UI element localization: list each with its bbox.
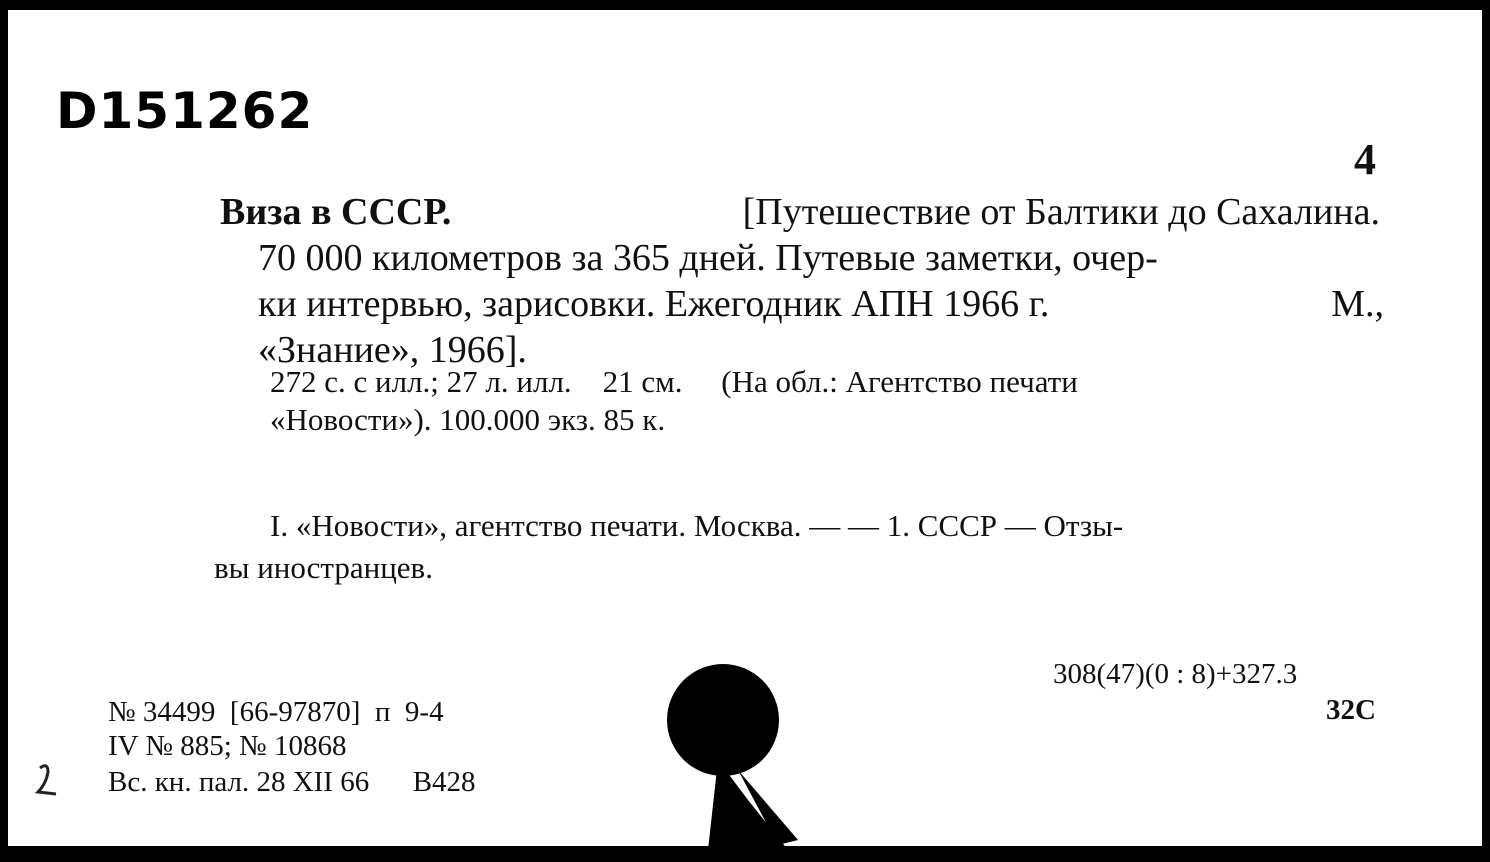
title-line-3: [258, 282, 1384, 326]
handwritten-mark: [34, 762, 74, 812]
title-line-3-text: ки интервью, зарисовки. Ежегодник АПН 1966 г.: [258, 283, 1050, 325]
description-line-2: «Новости»). 100.000 экз. 85 к.: [270, 402, 666, 437]
subject-line-1: I. «Новости», агентство печати. Москва. — — 1. СССР — Отзы-: [270, 508, 1124, 543]
inventory-number: D151262: [56, 82, 314, 140]
title-line-1: [220, 190, 1380, 234]
registration-line-2: IV № 885; № 10868: [108, 730, 347, 762]
catalog-card: [8, 10, 1482, 846]
publication-place: М.,: [1331, 283, 1384, 325]
title-line-2: 70 000 километров за 365 дней. Путевые заметки, очер-: [258, 237, 1158, 279]
classification-code-2: 32C: [1326, 694, 1376, 726]
subject-line-2: вы иностранцев.: [214, 550, 433, 585]
ink-blot: [648, 650, 808, 846]
registration-line-1: № 34499 [66-97870] п 9-4: [108, 696, 444, 728]
classification-code: 308(47)(0 : 8)+327.3: [1053, 658, 1298, 690]
registration-line-3: Вс. кн. пал. 28 XII 66 B428: [108, 766, 476, 798]
description-line-1: 272 с. с илл.; 27 л. илл. 21 см. (На обл.: Агентство печати: [270, 364, 1078, 399]
title-main: Виза в СССР.: [220, 191, 452, 233]
title-line-4: «Знание», 1966].: [258, 329, 527, 371]
card-number: 4: [1354, 135, 1376, 184]
title-subtitle-start: [Путешествие от Балтики до Сахалина.: [742, 191, 1380, 233]
